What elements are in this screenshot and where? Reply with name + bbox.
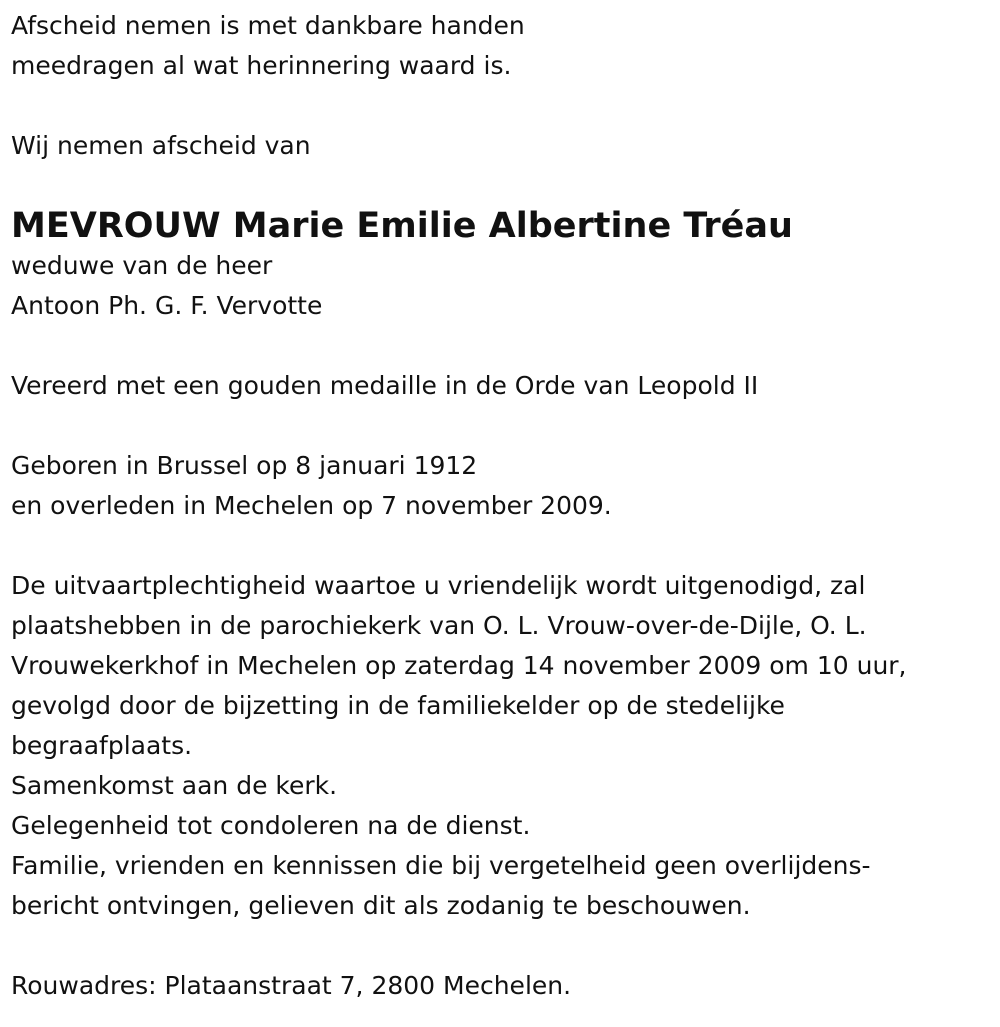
intro-line-1: Afscheid nemen is met dankbare handen xyxy=(11,11,525,40)
funeral-line: bericht ontvingen, gelieven dit als zodanig te beschouwen. xyxy=(11,891,751,920)
funeral-line: gevolgd door de bijzetting in de familiekelder op de stedelijke xyxy=(11,691,785,720)
spacer xyxy=(11,926,986,966)
honour-line: Vereerd met een gouden medaille in de Orde van Leopold II xyxy=(11,371,759,400)
announcement: Wij nemen afscheid van xyxy=(11,131,311,160)
funeral-line: begraafplaats. xyxy=(11,731,193,760)
death-notice xyxy=(11,6,986,1006)
funeral-line: plaatshebben in de parochiekerk van O. L. Vrouw-over-de-Dijle, O. L. xyxy=(11,611,867,640)
funeral-line: Samenkomst aan de kerk. xyxy=(11,771,338,800)
funeral-line: Familie, vrienden en kennissen die bij vergetelheid geen overlijdens- xyxy=(11,851,871,880)
spacer xyxy=(11,526,986,566)
spacer xyxy=(11,166,986,206)
funeral-line: De uitvaartplechtigheid waartoe u vriendelijk wordt uitgenodigd, zal xyxy=(11,571,866,600)
spacer xyxy=(11,86,986,126)
relation-line-2: Antoon Ph. G. F. Vervotte xyxy=(11,291,323,320)
funeral-line: Gelegenheid tot condoleren na de dienst. xyxy=(11,811,531,840)
spacer xyxy=(11,326,986,366)
deceased-name: MEVROUW Marie Emilie Albertine Tréau xyxy=(11,206,793,246)
funeral-line: Vrouwekerkhof in Mechelen op zaterdag 14 november 2009 om 10 uur, xyxy=(11,651,907,680)
spacer xyxy=(11,406,986,446)
death-line: en overleden in Mechelen op 7 november 2009. xyxy=(11,491,612,520)
mourning-address: Rouwadres: Plataanstraat 7, 2800 Mechelen. xyxy=(11,971,572,1000)
intro-line-2: meedragen al wat herinnering waard is. xyxy=(11,51,512,80)
birth-line: Geboren in Brussel op 8 januari 1912 xyxy=(11,451,478,480)
relation-line-1: weduwe van de heer xyxy=(11,251,273,280)
